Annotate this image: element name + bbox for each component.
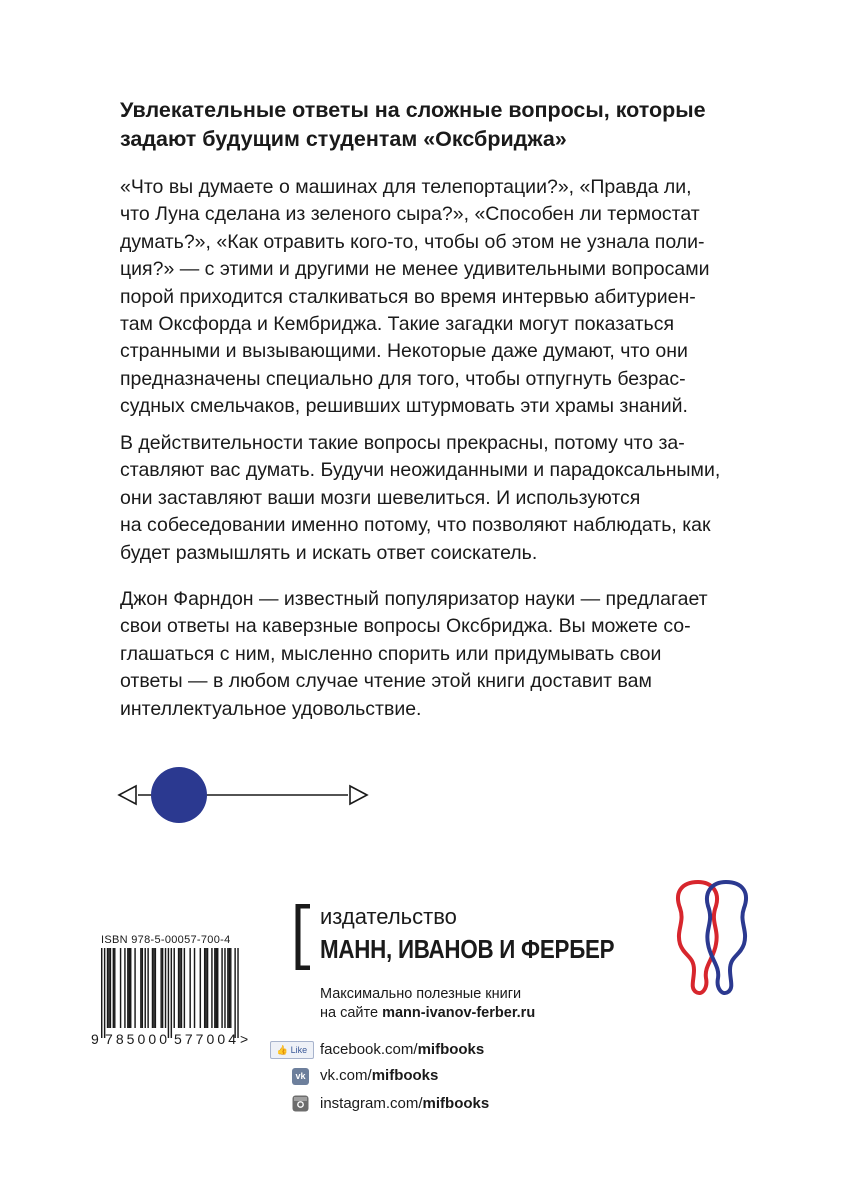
barcode-bar bbox=[234, 948, 235, 1038]
text-line: судных смельчаков, решивших штурмовать эти храмы знаний. bbox=[120, 395, 688, 418]
barcode-bar bbox=[204, 948, 205, 1028]
paragraph-author bbox=[120, 586, 740, 723]
barcode-bar bbox=[153, 948, 154, 1028]
text-line: думать?», «Как отравить кого-то, чтобы об этом не узнала поли- bbox=[120, 230, 705, 253]
barcode-bar bbox=[108, 948, 109, 1028]
text-line: ставляют вас думать. Будучи неожиданными и парадоксальными, bbox=[120, 459, 721, 482]
barcode-bar bbox=[194, 948, 195, 1028]
barcode-bar bbox=[217, 948, 218, 1028]
barcode-bar bbox=[127, 948, 128, 1028]
tagline-prefix: на сайте bbox=[320, 1005, 383, 1021]
barcode-graphic bbox=[90, 948, 250, 1046]
barcode-bar bbox=[120, 948, 121, 1028]
text-line: Джон Фарндон — известный популяризатор науки — предлагает bbox=[120, 588, 708, 610]
mif-logo-icon bbox=[672, 878, 752, 998]
vk-link[interactable] bbox=[320, 1066, 438, 1086]
text-line: они заставляют ваши мозги шевелиться. И используются bbox=[120, 486, 641, 509]
instagram-link[interactable] bbox=[320, 1094, 489, 1114]
text-line: странными и вызывающими. Некоторые даже думают, что они bbox=[120, 340, 688, 363]
tagline-line: Максимально полезные книги bbox=[320, 986, 522, 1002]
headline-line: задают будущим студентам «Оксбриджа» bbox=[120, 127, 567, 151]
barcode-left-digits: 785000 bbox=[105, 1031, 167, 1046]
barcode-marker: > bbox=[240, 1031, 249, 1046]
facebook-handle: mifbooks bbox=[417, 1041, 485, 1058]
text-line: глашаться с ним, мысленно спорить или придумывать свои bbox=[120, 642, 662, 665]
text-line: на собеседовании именно потому, что позволяют наблюдать, как bbox=[120, 514, 711, 537]
barcode-bar bbox=[162, 948, 163, 1028]
barcode-bar bbox=[171, 948, 172, 1038]
barcode-bar bbox=[221, 948, 222, 1028]
barcode-right-digits: 577004 bbox=[174, 1031, 236, 1046]
text-line: ция?» — с этими и другими не менее удивительными вопросами bbox=[120, 258, 710, 281]
instagram-prefix: instagram.com/ bbox=[320, 1095, 423, 1112]
paragraph-reality bbox=[120, 430, 740, 567]
barcode-bar bbox=[214, 948, 215, 1028]
text-line: В действительности такие вопросы прекрасны, потому что за- bbox=[120, 432, 685, 454]
publisher-name: МАНН, ИВАНОВ И ФЕРБЕР bbox=[320, 934, 615, 964]
barcode-bar bbox=[110, 948, 111, 1028]
barcode-bar bbox=[237, 948, 238, 1038]
barcode-bar bbox=[168, 948, 169, 1038]
text-line: свои ответы на каверзные вопросы Оксбриджа. Вы можете со- bbox=[120, 615, 691, 638]
barcode-bar bbox=[174, 948, 175, 1028]
facebook-prefix: facebook.com/ bbox=[320, 1041, 418, 1058]
barcode-bar bbox=[230, 948, 231, 1028]
facebook-like-button[interactable]: 👍 Like bbox=[270, 1041, 314, 1059]
barcode-bar bbox=[227, 948, 228, 1028]
instagram-handle: mifbooks bbox=[422, 1095, 490, 1112]
text-line: будет размышлять и искать ответ соискатель. bbox=[120, 541, 538, 564]
barcode-bar bbox=[107, 948, 108, 1028]
tagline-line bbox=[320, 1004, 535, 1023]
barcode-bar bbox=[184, 948, 185, 1028]
barcode-bar bbox=[104, 948, 105, 1038]
barcode-bar bbox=[140, 948, 141, 1028]
barcode-bar bbox=[134, 948, 135, 1028]
publisher-tagline bbox=[320, 985, 535, 1023]
text-line: ответы — в любом случае чтение этой книги доставит вам bbox=[120, 670, 652, 693]
text-line: там Оксфорда и Кембриджа. Такие загадки могут показаться bbox=[120, 313, 674, 336]
barcode-bar bbox=[229, 948, 230, 1028]
text-line: предназначены специально для того, чтобы отпугнуть безрас- bbox=[120, 367, 686, 390]
barcode-bar bbox=[179, 948, 180, 1028]
barcode-bar bbox=[130, 948, 131, 1028]
vk-handle: mifbooks bbox=[371, 1067, 439, 1084]
publisher-label: издательство bbox=[320, 904, 457, 929]
barcode-bar bbox=[216, 948, 217, 1028]
barcode-bar bbox=[178, 948, 179, 1028]
barcode-bar bbox=[200, 948, 201, 1028]
barcode-bar bbox=[211, 948, 212, 1028]
vk-prefix: vk.com/ bbox=[320, 1067, 372, 1084]
facebook-link[interactable] bbox=[320, 1040, 484, 1060]
text-line: что Луна сделана из зеленого сыра?», «Способен ли термостат bbox=[120, 203, 700, 226]
headline bbox=[120, 96, 740, 154]
barcode-bar bbox=[142, 948, 143, 1028]
barcode-bar bbox=[124, 948, 125, 1028]
barcode-bar bbox=[165, 948, 166, 1028]
barcode-bar bbox=[129, 948, 130, 1028]
barcode-first-digit: 9 bbox=[91, 1031, 99, 1046]
barcode-bar bbox=[207, 948, 208, 1028]
barcode-bar bbox=[113, 948, 114, 1028]
barcode-bar bbox=[160, 948, 161, 1028]
instagram-icon bbox=[292, 1095, 309, 1112]
barcode-bar bbox=[145, 948, 146, 1028]
text-line: порой приходится сталкиваться во время интервью абитуриен- bbox=[120, 285, 696, 308]
website-link[interactable]: mann-ivanov-ferber.ru bbox=[382, 1005, 536, 1021]
barcode-bar bbox=[155, 948, 156, 1028]
barcode-bar bbox=[224, 948, 225, 1028]
barcode-bar bbox=[181, 948, 182, 1028]
bracket-icon bbox=[294, 904, 312, 970]
text-line: «Что вы думаете о машинах для телепортации?», «Правда ли, bbox=[120, 176, 692, 198]
barcode-bar bbox=[152, 948, 153, 1028]
arrow-divider-graphic bbox=[114, 766, 372, 824]
barcode-bar bbox=[101, 948, 102, 1038]
isbn-label: ISBN 978-5-00057-700-4 bbox=[101, 934, 231, 946]
vk-icon: vk bbox=[292, 1068, 309, 1085]
headline-line: Увлекательные ответы на сложные вопросы, которые bbox=[120, 98, 706, 122]
paragraph-intro bbox=[120, 174, 740, 421]
barcode-bar bbox=[114, 948, 115, 1028]
like-label: Like bbox=[290, 1045, 308, 1055]
text-line: интеллектуальное удовольствие. bbox=[120, 697, 422, 720]
barcode-bar bbox=[189, 948, 190, 1028]
barcode-bar bbox=[147, 948, 148, 1028]
barcode-bar bbox=[205, 948, 206, 1028]
